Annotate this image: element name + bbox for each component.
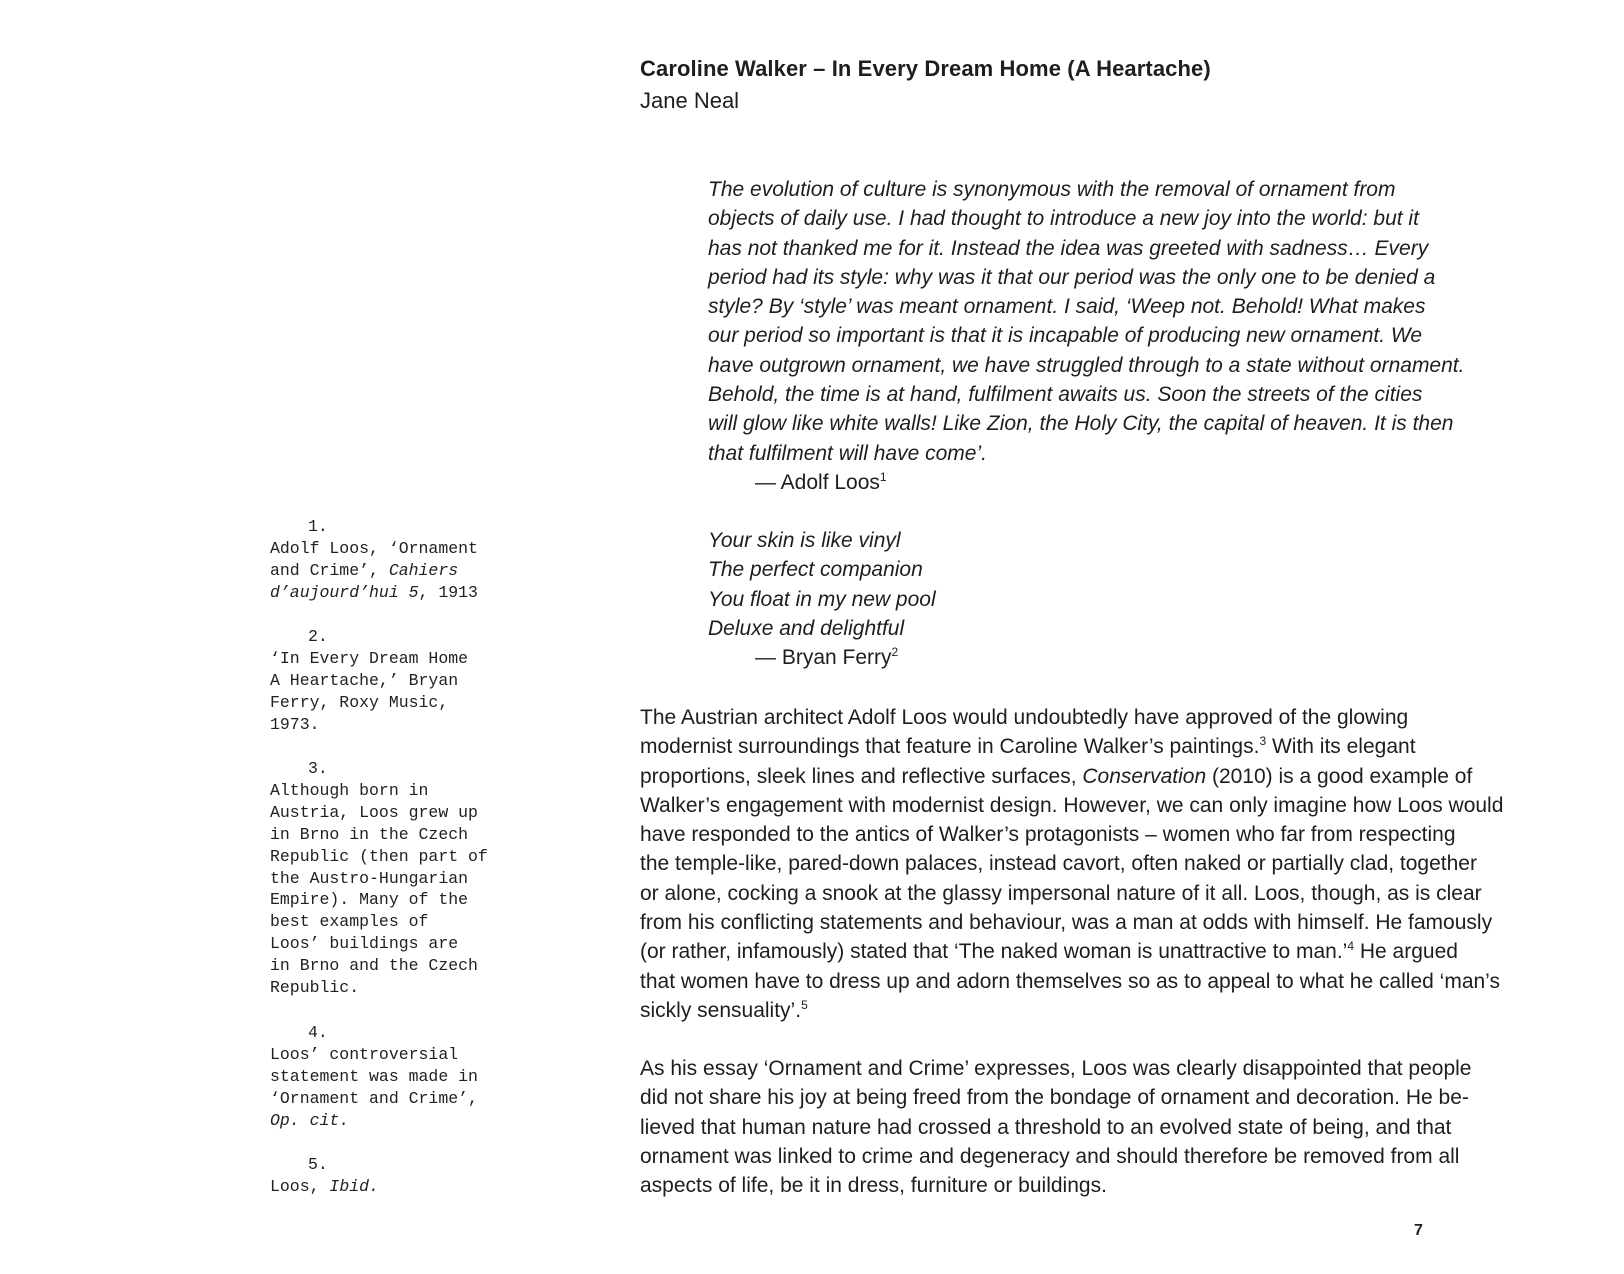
attribution-text: — Adolf Loos [755,470,880,494]
footnote-number: 5. [308,1155,328,1174]
epigraph-line: Deluxe and delightful [708,616,905,640]
paragraph-line: did not share his joy at being freed from the bondage of ornament and decoration. He be- [640,1086,1469,1110]
epigraph-line: The evolution of culture is synonymous with the removal of ornament from [708,178,1396,201]
line-text: sickly sensuality’. [640,998,802,1022]
epigraph-line: will glow like white walls! Like Zion, the Holy City, the capital of heaven. It is then [708,412,1454,436]
epigraph-line: Your skin is like vinyl [708,529,901,552]
epigraph-line: has not thanked me for it. Instead the idea was greeted with sadness… Every [708,236,1429,260]
footnote-number: 4. [308,1023,328,1042]
footnote-line: Loos’ controversial [270,1044,459,1064]
essay-title: Caroline Walker – In Every Dream Home (A Heartache) [640,56,1211,81]
body-paragraph-2 [640,1054,1580,1200]
paragraph-line [640,937,1580,966]
epigraph-line: You float in my new pool [708,587,936,611]
line-text: modernist surroundings that feature in Caroline Walker’s paintings. [640,735,1260,759]
epigraph-line: period had its style: why was it that our period was the only one to be denied a [708,265,1436,289]
line-text: (2010) is a good example of [1206,764,1473,788]
paragraph-line: The Austrian architect Adolf Loos would undoubtedly have approved of the glowing [640,706,1409,729]
footnote-line [270,1176,540,1198]
epigraph-line: our period so important is that it is incapable of producing new ornament. We [708,324,1422,348]
paragraph-line [640,762,1580,791]
epigraph-line: style? By ‘style’ was meant ornament. I said, ‘Weep not. Behold! What makes [708,295,1426,319]
line-text: proportions, sleek lines and reflective surfaces, [640,764,1083,788]
line-text: (or rather, infamously) stated that ‘The naked woman is unattractive to man.’ [640,940,1348,964]
paragraph-line: As his essay ‘Ornament and Crime’ expresses, Loos was clearly disappointed that people [640,1057,1472,1080]
body-paragraph-1 [640,703,1580,1025]
citation-abbrev: Ibid. [329,1176,379,1196]
epigraph-line: The perfect companion [708,558,923,582]
footnote-line: Adolf Loos, ‘Ornament [270,538,478,558]
epigraph-line: have outgrown ornament, we have struggled through to a state without ornament. [708,353,1465,377]
line-text: and Crime’, [270,560,389,580]
attribution-text: — Bryan Ferry [755,646,892,670]
paragraph-line: that women have to dress up and adorn themselves so as to appeal to what he called ‘man’s [640,969,1500,993]
footnote-line: 1973. [270,714,320,734]
epigraph-attribution [708,643,1568,672]
footnote-line: Austria, Loos grew up [270,802,478,822]
footnote-1 [270,516,540,604]
footnote-ref-3[interactable]: 3 [1259,734,1267,749]
paragraph-line [640,996,1580,1025]
line-text: He argued [1354,940,1458,964]
footnote-4 [270,1022,540,1132]
footnote-ref-4[interactable]: 4 [1347,939,1355,954]
footnote-ref-1[interactable]: 1 [879,469,887,484]
line-text: With its elegant [1266,735,1416,759]
footnote-line: Republic. [270,978,360,998]
paragraph-line: have responded to the antics of Walker’s protagonists – women who far from respecting [640,823,1456,847]
footnote-number: 3. [308,759,328,778]
footnote-line: in Brno and the Czech [270,956,478,976]
publication-title: Cahiers [388,560,459,580]
citation-abbrev: Op. cit. [270,1110,350,1130]
line-text: , 1913 [418,582,478,602]
page-number: 7 [1414,1222,1423,1239]
footnote-line: ‘Ornament and Crime’, [270,1088,478,1108]
footnote-line: Although born in [270,780,429,800]
epigraph-ferry [708,526,1568,672]
paragraph-line: or alone, cocking a snook at the glassy impersonal nature of it all. Loos, though, as is clear [640,881,1482,905]
epigraph-line: objects of daily use. I had thought to introduce a new joy into the world: but it [708,207,1419,231]
footnote-number: 2. [308,627,328,646]
footnote-line: best examples of [270,912,429,932]
artwork-title: Conservation [1082,764,1207,788]
footnote-line: ‘In Every Dream Home [270,648,469,668]
paragraph-line [640,732,1580,761]
essay-author: Jane Neal [640,88,740,113]
epigraph-line: Behold, the time is at hand, fulfilment awaits us. Soon the streets of the cities [708,383,1423,407]
footnote-line: in Brno in the Czech [270,824,469,844]
footnote-ref-5[interactable]: 5 [801,997,808,1012]
footnote-line: statement was made in [270,1066,478,1086]
footnote-number: 1. [308,517,328,536]
epigraph-attribution [708,468,1568,497]
footnote-line [270,560,540,582]
footnote-ref-2[interactable]: 2 [891,645,899,660]
line-text: Loos, [270,1176,330,1196]
paragraph-line: from his conflicting statements and behaviour, was a man at odds with himself. He famously [640,911,1493,935]
footnote-line: Republic (then part of [270,846,488,866]
footnote-line: Empire). Many of the [270,890,469,910]
footnote-5 [270,1154,540,1198]
paragraph-line: the temple-like, pared-down palaces, instead cavort, often naked or partially clad, together [640,852,1477,876]
paragraph-line: Walker’s engagement with modernist design. However, we can only imagine how Loos would [640,793,1504,817]
publication-title: d’aujourd’hui 5 [270,582,419,602]
footnote-line [270,582,540,604]
footnote-line: Ferry, Roxy Music, [270,692,449,712]
footnote-line: Loos’ buildings are [270,934,459,954]
footnote-line [270,1110,540,1132]
footnote-line: the Austro-Hungarian [270,868,469,888]
footnote-2 [270,626,540,736]
paragraph-line: lieved that human nature had crossed a threshold to an evolved state of being, and that [640,1115,1452,1139]
epigraph-line: that fulfilment will have come’. [708,441,987,465]
paragraph-line: aspects of life, be it in dress, furniture or buildings. [640,1174,1107,1198]
footnote-line: A Heartache,’ Bryan [270,670,459,690]
epigraph-loos [708,175,1568,497]
paragraph-line: ornament was linked to crime and degeneracy and should therefore be removed from all [640,1144,1460,1168]
footnote-3 [270,758,540,999]
